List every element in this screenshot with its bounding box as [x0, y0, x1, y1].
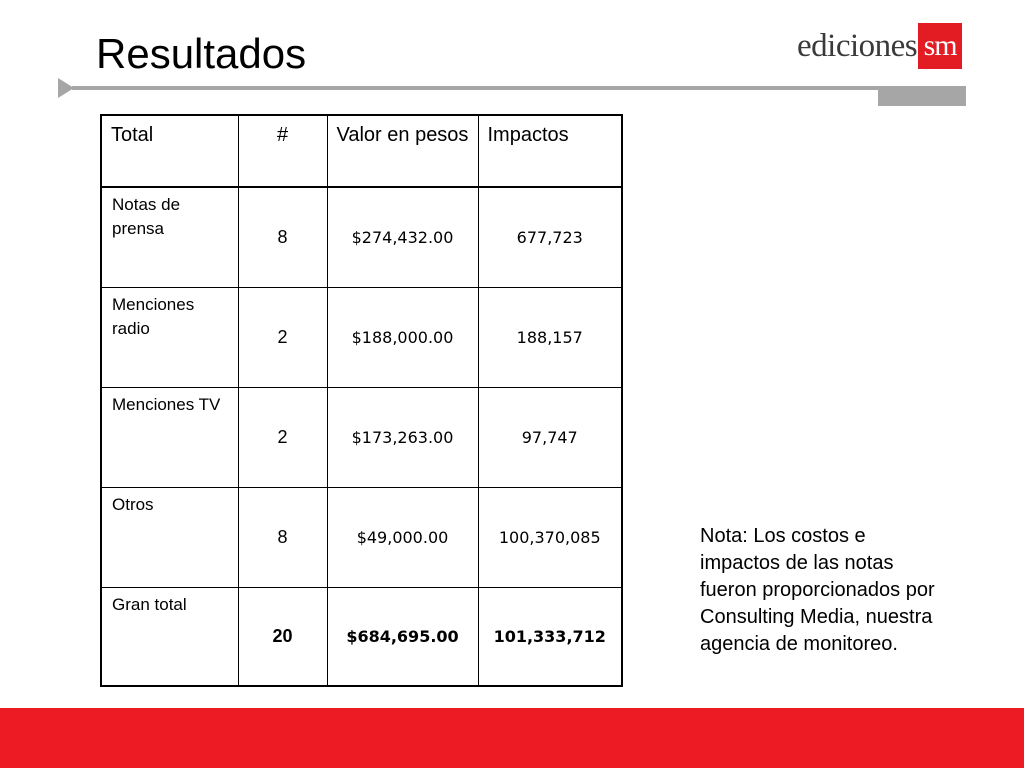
footnote: Nota: Los costos e impactos de las notas fueron proporcionados por Consulting Media, nuestra agencia de monitoreo.	[700, 525, 935, 655]
grand-total-label: Gran total	[101, 588, 238, 687]
header-total: Total	[101, 115, 238, 187]
table-row	[101, 288, 622, 388]
row-label: Otros	[101, 488, 238, 588]
footer-band	[0, 708, 1024, 768]
row-impact: 100,370,085	[478, 488, 622, 588]
row-value: $188,000.00	[327, 288, 478, 388]
row-value: $274,432.00	[327, 187, 478, 288]
table-row	[101, 488, 622, 588]
header-count: #	[238, 115, 327, 187]
results-table	[100, 114, 623, 687]
table-row	[101, 388, 622, 488]
logo-mark: sm	[918, 23, 962, 69]
row-label: Menciones radio	[101, 288, 238, 388]
slide-title: Resultados	[96, 30, 307, 77]
table-row	[101, 187, 622, 288]
logo-wordmark: ediciones	[797, 28, 918, 64]
grand-total-value: $684,695.00	[327, 588, 478, 687]
row-label: Notas de prensa	[101, 187, 238, 288]
ediciones-sm-logo	[797, 23, 962, 69]
grand-total-impact: 101,333,712	[478, 588, 622, 687]
title-rule-block	[878, 86, 966, 106]
grand-total-row	[101, 588, 622, 687]
header-value: Valor en pesos	[327, 115, 478, 187]
header-impact: Impactos	[478, 115, 622, 187]
row-count: 2	[238, 388, 327, 488]
row-count: 8	[238, 488, 327, 588]
table-header-row	[101, 115, 622, 187]
row-count: 8	[238, 187, 327, 288]
row-count: 2	[238, 288, 327, 388]
row-impact: 188,157	[478, 288, 622, 388]
row-label: Menciones TV	[101, 388, 238, 488]
row-impact: 677,723	[478, 187, 622, 288]
row-impact: 97,747	[478, 388, 622, 488]
row-value: $173,263.00	[327, 388, 478, 488]
row-value: $49,000.00	[327, 488, 478, 588]
title-rule-line	[72, 86, 878, 90]
grand-total-count: 20	[238, 588, 327, 687]
